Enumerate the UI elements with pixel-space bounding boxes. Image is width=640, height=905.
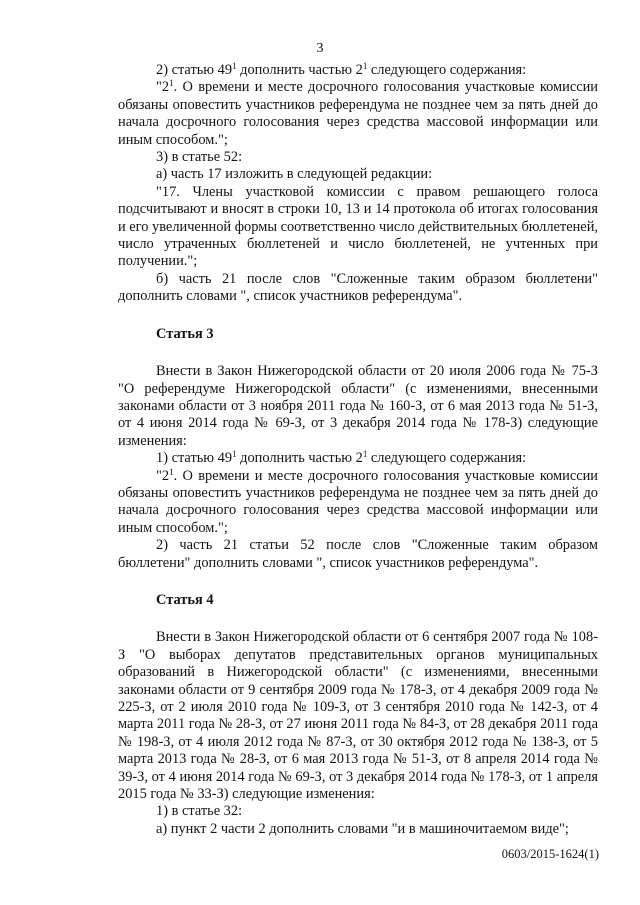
item2-intro: 2) статью $49^1$ дополнить частью $2^1$ следующего содержания:	[156, 61, 527, 78]
spacer	[118, 609, 598, 629]
document-body	[118, 62, 598, 838]
item3-intro: 3) в статье 52:	[156, 149, 243, 166]
article4-item1a: а) пункт 2 части 2 дополнить словами "и в машиночитаемом виде";	[156, 820, 569, 837]
article3-heading: Статья 3	[156, 325, 214, 342]
article3-item2: 2) часть 21 статьи 52 после слов "Сложенные таким образом бюллетени" дополнить словами ", список участников референдума".	[118, 537, 598, 571]
item3a: а) часть 17 изложить в следующей редакции:	[156, 166, 433, 183]
article4-item1-intro: 1) в статье 32:	[156, 803, 243, 820]
document-code: 0603/2015-1624(1)	[501, 847, 599, 861]
article3-intro: Внести в Закон Нижегородской области от 20 июля 2006 года № 75-З "О референдуме Нижегородской области" (с изменениями, внесенными законами области от 3 ноября 2011 года № 160-З, от 6 мая 2013 года № 51-З, от 4 июня 2014 года № 69-З, от 3 декабря 2014 года № 178-З) следующие изменения:	[118, 363, 598, 449]
page-number: 3	[316, 41, 324, 56]
item3a-quote: "17. Члены участковой комиссии с правом решающего голоса подсчитывают и вносят в строки 10, 13 и 14 протокола об итогах голосования и его увеличенной формы соответственно число действительных бюллетеней, число утраченных бюллетеней и число бюллетеней, не учтенных при получении.";	[118, 183, 598, 270]
article4-heading: Статья 4	[156, 591, 214, 608]
article3-item1-quote: "$2^1$. О времени и месте досрочного голосования участковые комиссии обязаны оповестить участников референдума не позднее чем за пять дней до начала досрочного голосования через средства массовой информации или иным способом.";	[118, 466, 598, 536]
item2-quote: "$2^1$. О времени и месте досрочного голосования участковые комиссии обязаны оповестить участников референдума не позднее чем за пять дней до начала досрочного голосования через средства массовой информации или иным способом.";	[118, 78, 598, 148]
article3-item1-intro: 1) статью $49^1$ дополнить частью $2^1$ следующего содержания:	[156, 449, 527, 467]
article4-intro: Внести в Закон Нижегородской области от 6 сентября 2007 года № 108-З "О выборах депутатов представительных органов муниципальных образований в Нижегородской области" (с изменениями, внесенными законами области от 9 сентября 2009 года № 178-З, от 4 декабря 2009 года № 225-З, от 2 июля 2010 года № 109-З, от 3 сентября 2010 года № 142-З, от 4 марта 2011 года № 28-З, от 27 июня 2011 года № 84-З, от 28 декабря 2011 года № 198-З, от 4 июля 2012 года № 87-З, от 30 октября 2012 года № 138-З, от 5 марта 2013 года № 28-З, от 6 мая 2013 года № 51-З, от 8 апреля 2014 года № 39-З, от 4 июня 2014 года № 69-З, от 3 декабря 2014 года № 178-З, от 1 апреля 2015 года № 33-З) следующие изменения:	[118, 629, 598, 803]
spacer	[118, 343, 598, 363]
spacer	[118, 306, 598, 326]
item3b: б) часть 21 после слов "Сложенные таким образом бюллетени" дополнить словами ", список участников референдума".	[118, 270, 598, 305]
spacer	[118, 572, 598, 592]
